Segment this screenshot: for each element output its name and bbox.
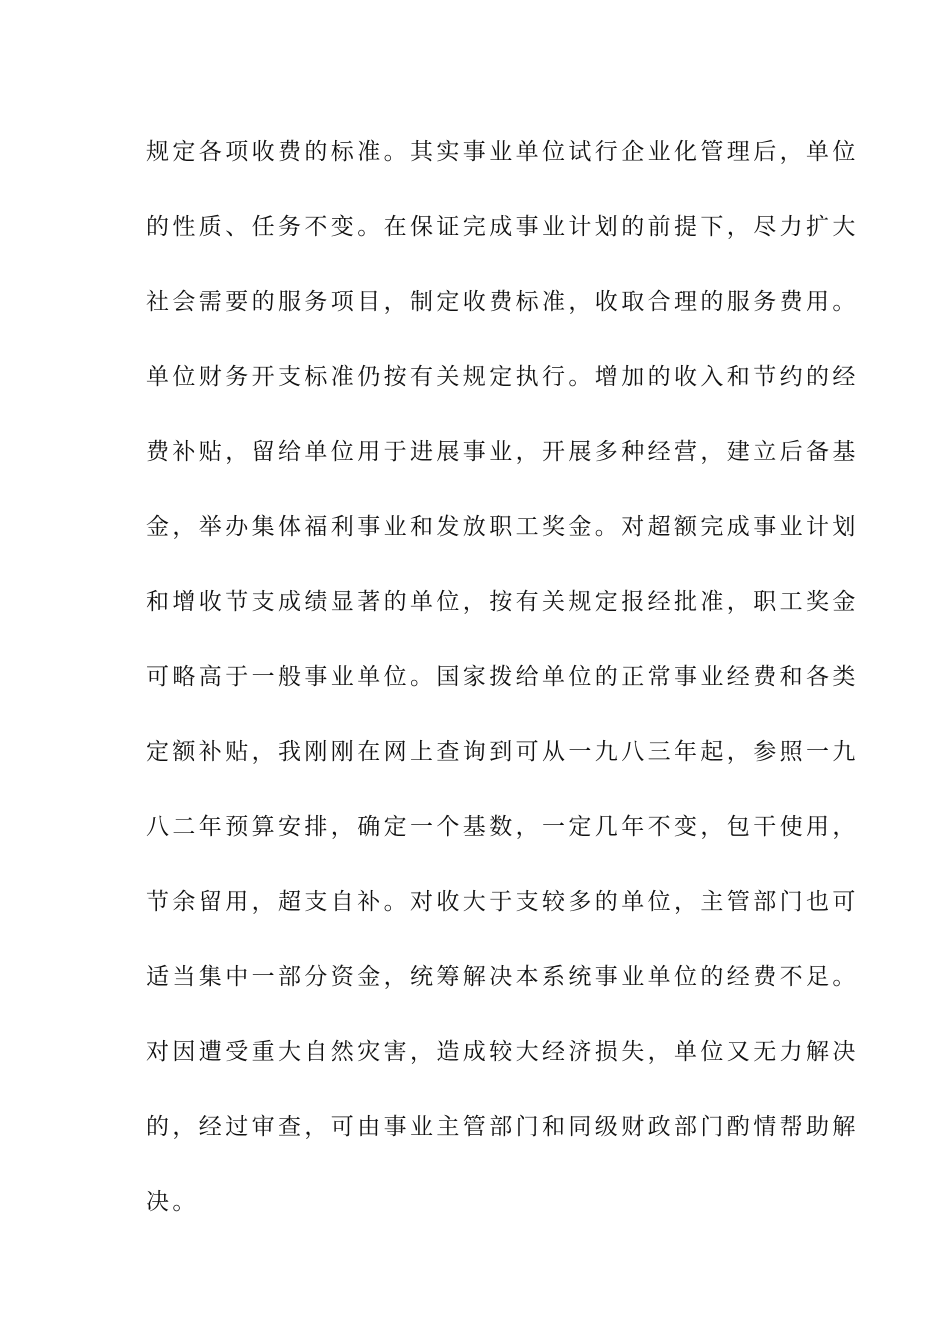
text-line: 适当集中一部分资金，统筹解决本系统事业单位的经费不足。 [146,964,859,990]
text-line: 定额补贴，我刚刚在网上查询到可从一九八三年起，参照一九 [146,739,859,765]
text-line: 费补贴，留给单位用于进展事业，开展多种经营，建立后备基 [146,439,859,465]
text-line: 的，经过审查，可由事业主管部门和同级财政部门酌情帮助解 [146,1114,859,1140]
text-line: 可略高于一般事业单位。国家拨给单位的正常事业经费和各类 [146,664,859,690]
body-paragraph [146,128,859,1253]
text-line: 八二年预算安排，确定一个基数，一定几年不变，包干使用， [146,814,859,840]
text-line: 对因遭受重大自然灾害，造成较大经济损失，单位又无力解决 [146,1039,859,1065]
text-line: 节余留用，超支自补。对收大于支较多的单位，主管部门也可 [146,889,859,915]
text-line: 和增收节支成绩显著的单位，按有关规定报经批准，职工奖金 [146,589,859,615]
text-line: 单位财务开支标准仍按有关规定执行。增加的收入和节约的经 [146,364,859,390]
text-line: 金，举办集体福利事业和发放职工奖金。对超额完成事业计划 [146,514,859,540]
text-line: 规定各项收费的标准。其实事业单位试行企业化管理后，单位 [146,139,859,165]
text-line: 决。 [146,1189,199,1215]
text-line: 社会需要的服务项目，制定收费标准，收取合理的服务费用。 [146,289,859,315]
text-line: 的性质、任务不变。在保证完成事业计划的前提下，尽力扩大 [146,214,859,240]
